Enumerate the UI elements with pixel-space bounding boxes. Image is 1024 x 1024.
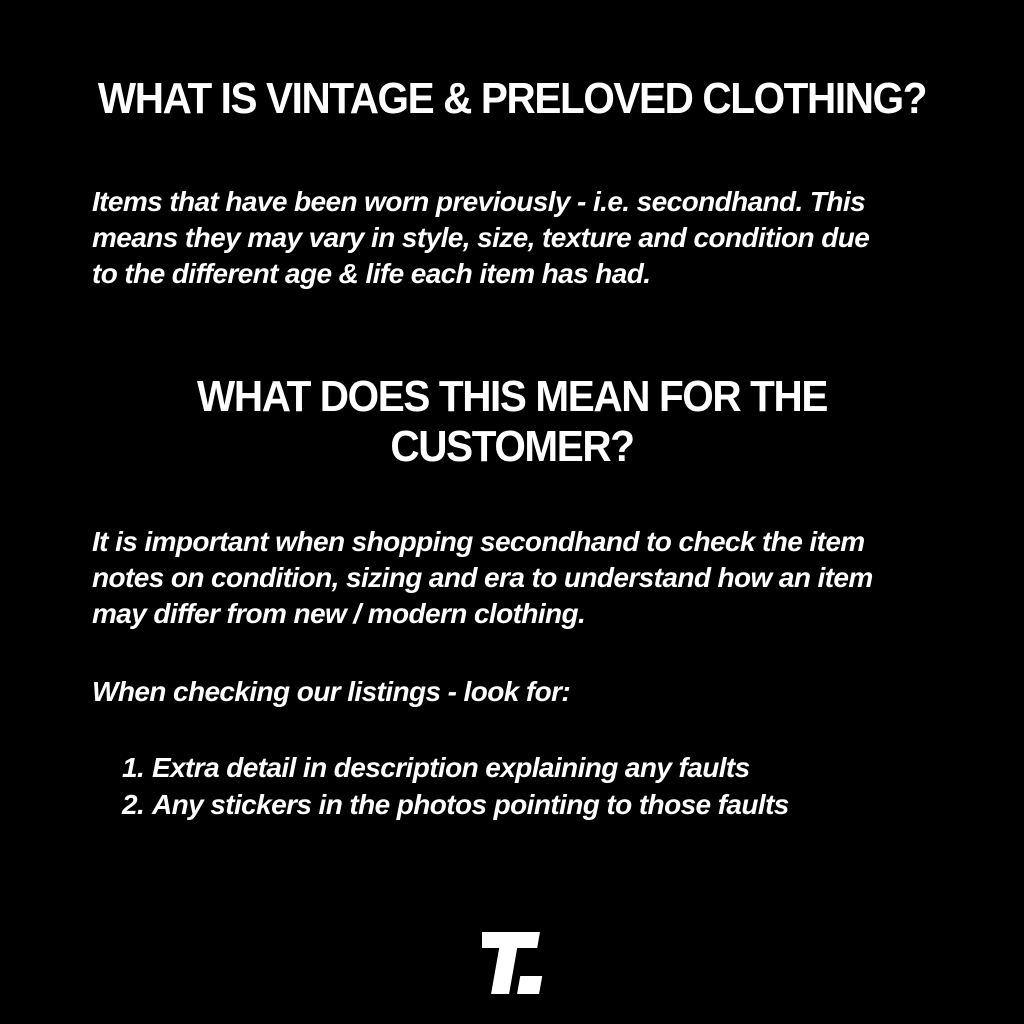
checklist-item — [122, 786, 962, 823]
listings-lead-in: When checking our listings - look for: — [92, 676, 571, 707]
intro-paragraph — [92, 184, 972, 292]
intro-paragraph-line: Items that have been worn previously - i.e. secondhand. This — [92, 186, 866, 217]
secondary-title-line: WHAT DOES THIS MEAN FOR THE — [197, 372, 827, 421]
checklist-item — [122, 749, 962, 786]
customer-paragraph-line: may differ from new / modern clothing. — [92, 598, 586, 629]
logo-dot — [517, 976, 542, 994]
intro-paragraph-line: means they may vary in style, size, texture and condition due — [92, 222, 870, 253]
customer-paragraph-line: It is important when shopping secondhand to check the item — [92, 526, 865, 557]
main-title: WHAT IS VINTAGE & PRELOVED CLOTHING? — [97, 74, 927, 123]
checklist-item-number: 1. — [122, 752, 145, 783]
intro-paragraph-line: to the different age & life each item has had. — [92, 258, 651, 289]
brand-logo — [482, 932, 544, 994]
secondary-title — [41, 372, 983, 472]
brand-logo-t-mark — [482, 932, 544, 994]
checklist — [122, 749, 962, 823]
customer-paragraph-line: notes on condition, sizing and era to understand how an item — [92, 562, 873, 593]
checklist-item-number: 2. — [122, 789, 145, 820]
checklist-item-text: Extra detail in description explaining any faults — [152, 752, 750, 783]
secondary-title-line: CUSTOMER? — [390, 422, 634, 471]
checklist-item-text: Any stickers in the photos pointing to those faults — [152, 789, 789, 820]
customer-paragraph — [92, 524, 972, 632]
